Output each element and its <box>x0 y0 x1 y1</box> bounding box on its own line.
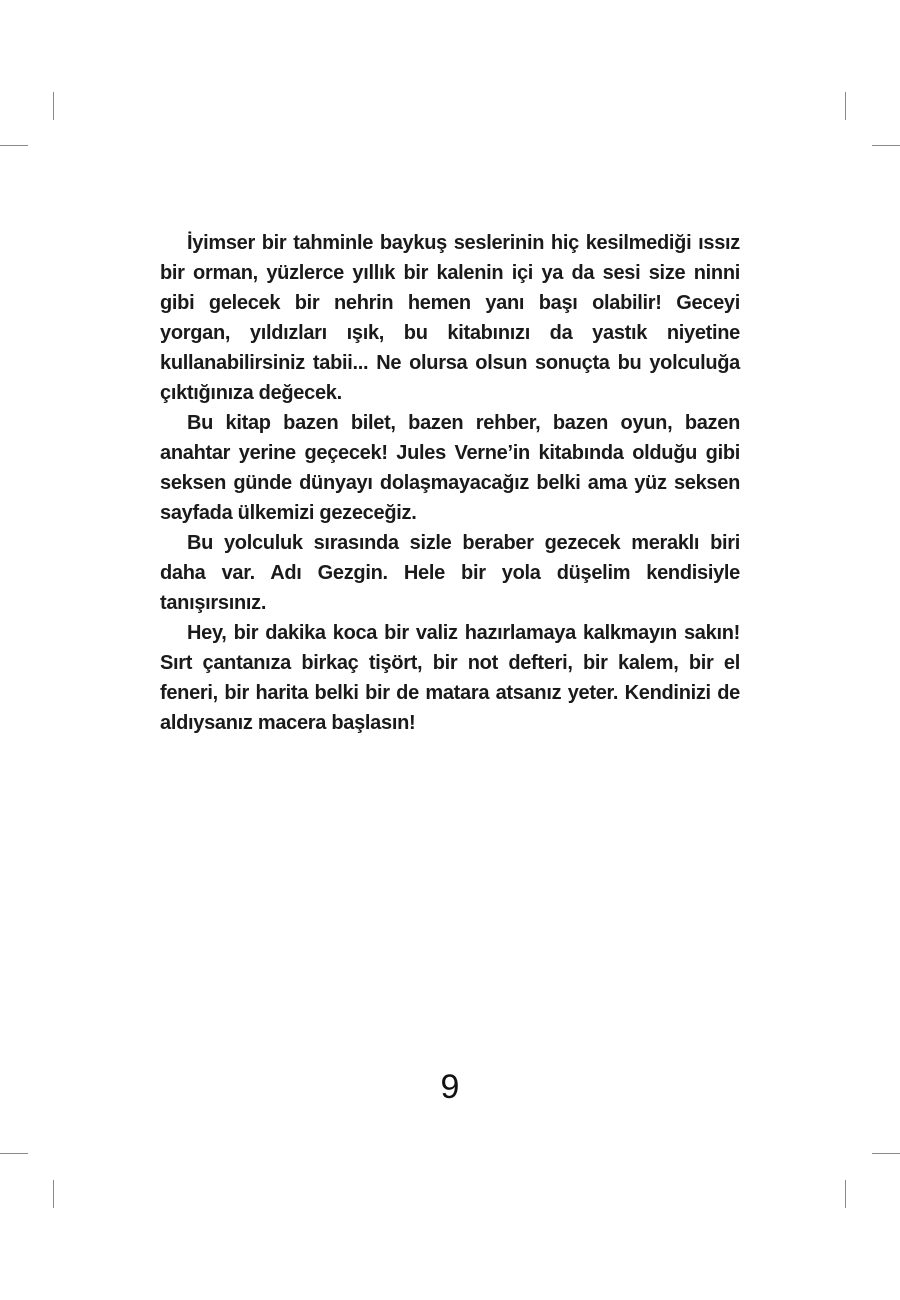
paragraph-4: Hey, bir dakika koca bir valiz hazırlamaya kalkmayın sakın! Sırt çantanıza birkaç tişört, bir not defteri, bir kalem, bir el feneri, bir harita belki bir de matara atsanız yeter. Kendinizi de aldıysanız macera başlasın! <box>160 622 740 734</box>
crop-mark-bottom-left-horizontal <box>0 1153 28 1154</box>
paragraph-1: İyimser bir tahminle baykuş seslerinin hiç kesilmediği ıssız bir orman, yüzlerce yıllık bir kalenin içi ya da sesi size ninni gibi gelecek bir nehrin hemen yanı başı olabilir! Geceyi yorgan, yıldızları ışık, bu kitabınızı da yastık niyetine kullanabilirsiniz tabii... Ne olursa olsun sonuçta bu yolculuğa çıktığınıza değecek. <box>160 232 740 404</box>
crop-mark-top-left-horizontal <box>0 145 28 146</box>
crop-mark-bottom-right-vertical <box>845 1180 846 1208</box>
paragraph-3: Bu yolculuk sırasında sizle beraber gezecek meraklı biri daha var. Adı Gezgin. Hele bir yola düşelim kendisiyle tanışırsınız. <box>160 532 740 614</box>
page-number: 9 <box>440 1068 460 1106</box>
crop-mark-top-right-horizontal <box>872 145 900 146</box>
crop-mark-bottom-left-vertical <box>53 1180 54 1208</box>
crop-mark-top-left-vertical <box>53 92 54 120</box>
body-text <box>160 228 740 738</box>
crop-mark-top-right-vertical <box>845 92 846 120</box>
paragraph-2: Bu kitap bazen bilet, bazen rehber, bazen oyun, bazen anahtar yerine geçecek! Jules Verne’in kitabında olduğu gibi seksen günde dünyayı dolaşmayacağız belki ama yüz seksen sayfada ülkemizi gezeceğiz. <box>160 412 740 524</box>
crop-mark-bottom-right-horizontal <box>872 1153 900 1154</box>
